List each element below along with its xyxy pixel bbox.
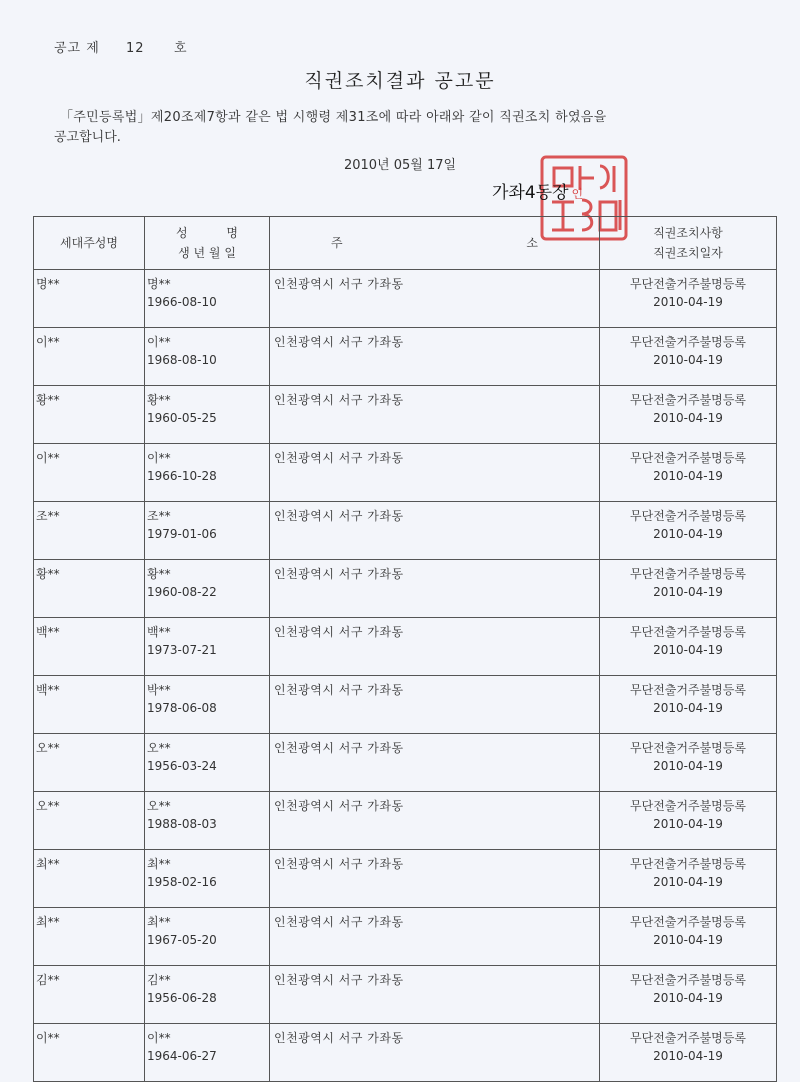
person-name: 조** (147, 509, 171, 523)
address-text: 인천광역시 서구 가좌동 (274, 277, 404, 291)
birth-date: 1960-08-22 (147, 585, 217, 599)
cell-action (600, 386, 777, 444)
cell-address (270, 1024, 600, 1082)
cell-name-birth (145, 966, 270, 1024)
birth-date: 1978-06-08 (147, 701, 217, 715)
action-date: 2010-04-19 (653, 585, 723, 599)
action-date: 2010-04-19 (653, 875, 723, 889)
birth-date: 1979-01-06 (147, 527, 217, 541)
person-name: 최** (147, 857, 171, 871)
cell-name-birth (145, 850, 270, 908)
cell-address (270, 966, 600, 1024)
cell-householder (34, 560, 145, 618)
action-type: 무단전출거주불명등록 (630, 857, 746, 871)
table-row (34, 502, 777, 560)
table-row (34, 676, 777, 734)
cell-name-birth (145, 270, 270, 328)
table-row (34, 444, 777, 502)
table-row (34, 966, 777, 1024)
notice-prefix: 공고 제 (54, 41, 100, 56)
cell-action (600, 676, 777, 734)
cell-householder (34, 734, 145, 792)
cell-householder (34, 502, 145, 560)
office-title: 가좌4동장 (492, 183, 569, 203)
cell-address (270, 328, 600, 386)
cell-action (600, 908, 777, 966)
birth-date: 1973-07-21 (147, 643, 217, 657)
cell-name-birth (145, 734, 270, 792)
cell-name-birth (145, 908, 270, 966)
office-name (492, 178, 583, 203)
address-text: 인천광역시 서구 가좌동 (274, 393, 404, 407)
action-type: 무단전출거주불명등록 (630, 335, 746, 349)
person-name: 황** (147, 393, 171, 407)
action-type: 무단전출거주불명등록 (630, 683, 746, 697)
cell-householder (34, 270, 145, 328)
header-householder: 세대주성명 (34, 217, 145, 270)
header-name-birth (145, 217, 270, 270)
cell-householder (34, 850, 145, 908)
cell-name-birth (145, 502, 270, 560)
action-type: 무단전출거주불명등록 (630, 973, 746, 987)
address-text: 인천광역시 서구 가좌동 (274, 799, 404, 813)
birth-date: 1960-05-25 (147, 411, 217, 425)
cell-action (600, 850, 777, 908)
address-text: 인천광역시 서구 가좌동 (274, 625, 404, 639)
person-name: 박** (147, 683, 171, 697)
cell-name-birth (145, 560, 270, 618)
person-name: 명** (147, 277, 171, 291)
header-birth: 생 년 월 일 (178, 246, 236, 260)
person-name: 황** (147, 567, 171, 581)
cell-action (600, 734, 777, 792)
header-action (600, 217, 777, 270)
cell-householder (34, 328, 145, 386)
birth-date: 1956-03-24 (147, 759, 217, 773)
cell-name-birth (145, 792, 270, 850)
cell-action (600, 502, 777, 560)
header-address (270, 217, 600, 270)
address-text: 인천광역시 서구 가좌동 (274, 683, 404, 697)
table-row (34, 618, 777, 676)
table-row (34, 560, 777, 618)
householder-name: 명** (36, 277, 60, 291)
address-text: 인천광역시 서구 가좌동 (274, 915, 404, 929)
cell-name-birth (145, 618, 270, 676)
householder-name: 최** (36, 857, 60, 871)
action-type: 무단전출거주불명등록 (630, 799, 746, 813)
birth-date: 1966-08-10 (147, 295, 217, 309)
document-title: 직권조치결과 공고문 (304, 70, 496, 92)
cell-action (600, 560, 777, 618)
birth-date: 1967-05-20 (147, 933, 217, 947)
table-row (34, 1024, 777, 1082)
header-address-b: 소 (526, 236, 538, 250)
cell-name-birth (145, 1024, 270, 1082)
cell-name-birth (145, 386, 270, 444)
cell-householder (34, 386, 145, 444)
address-text: 인천광역시 서구 가좌동 (274, 451, 404, 465)
action-date: 2010-04-19 (653, 527, 723, 541)
table-row (34, 734, 777, 792)
action-date: 2010-04-19 (653, 411, 723, 425)
householder-name: 이** (36, 1031, 60, 1045)
cell-name-birth (145, 444, 270, 502)
notice-date: 2010년 05월 17일 (343, 158, 457, 173)
notice-num: 12 (126, 41, 145, 56)
cell-address (270, 676, 600, 734)
householder-name: 황** (36, 393, 60, 407)
birth-date: 1964-06-27 (147, 1049, 217, 1063)
cell-action (600, 444, 777, 502)
cell-householder (34, 444, 145, 502)
cell-action (600, 1024, 777, 1082)
action-date: 2010-04-19 (653, 759, 723, 773)
householder-name: 황** (36, 567, 60, 581)
householder-name: 최** (36, 915, 60, 929)
action-date: 2010-04-19 (653, 817, 723, 831)
action-results-table (33, 216, 777, 1082)
action-type: 무단전출거주불명등록 (630, 567, 746, 581)
body-line-1: 「주민등록법」제20조제7항과 같은 법 시행령 제31조에 따라 아래와 같이 직권조치 하였음을 (60, 110, 607, 125)
cell-address (270, 502, 600, 560)
table-row (34, 850, 777, 908)
householder-name: 오** (36, 799, 60, 813)
address-text: 인천광역시 서구 가좌동 (274, 857, 404, 871)
address-text: 인천광역시 서구 가좌동 (274, 567, 404, 581)
birth-date: 1966-10-28 (147, 469, 217, 483)
table-row (34, 908, 777, 966)
cell-address (270, 850, 600, 908)
person-name: 이** (147, 451, 171, 465)
action-date: 2010-04-19 (653, 469, 723, 483)
address-text: 인천광역시 서구 가좌동 (274, 509, 404, 523)
cell-address (270, 270, 600, 328)
action-date: 2010-04-19 (653, 933, 723, 947)
cell-action (600, 792, 777, 850)
cell-householder (34, 1024, 145, 1082)
person-name: 오** (147, 741, 171, 755)
action-type: 무단전출거주불명등록 (630, 451, 746, 465)
birth-date: 1968-08-10 (147, 353, 217, 367)
cell-address (270, 908, 600, 966)
householder-name: 조** (36, 509, 60, 523)
birth-date: 1956-06-28 (147, 991, 217, 1005)
action-date: 2010-04-19 (653, 991, 723, 1005)
body-line-2: 공고합니다. (54, 130, 121, 145)
action-date: 2010-04-19 (653, 643, 723, 657)
address-text: 인천광역시 서구 가좌동 (274, 973, 404, 987)
cell-address (270, 792, 600, 850)
action-date: 2010-04-19 (653, 1049, 723, 1063)
table-row (34, 386, 777, 444)
householder-name: 이** (36, 335, 60, 349)
header-name-a: 성 (176, 226, 188, 240)
birth-date: 1958-02-16 (147, 875, 217, 889)
notice-body (54, 108, 734, 148)
cell-address (270, 618, 600, 676)
action-date: 2010-04-19 (653, 295, 723, 309)
header-name-b: 명 (226, 226, 238, 240)
table-row (34, 328, 777, 386)
householder-name: 백** (36, 625, 60, 639)
householder-name: 백** (36, 683, 60, 697)
cell-householder (34, 792, 145, 850)
notice-number (54, 37, 188, 56)
header-action-type: 직권조치사항 (653, 226, 723, 240)
action-type: 무단전출거주불명등록 (630, 277, 746, 291)
householder-name: 김** (36, 973, 60, 987)
cell-name-birth (145, 328, 270, 386)
seal-mark: 인 (571, 187, 584, 201)
action-type: 무단전출거주불명등록 (630, 509, 746, 523)
header-action-date: 직권조치일자 (653, 246, 723, 260)
action-type: 무단전출거주불명등록 (630, 625, 746, 639)
table-row (34, 792, 777, 850)
action-type: 무단전출거주불명등록 (630, 915, 746, 929)
cell-householder (34, 618, 145, 676)
notice-suffix: 호 (174, 41, 188, 56)
cell-householder (34, 676, 145, 734)
person-name: 오** (147, 799, 171, 813)
cell-action (600, 966, 777, 1024)
action-type: 무단전출거주불명등록 (630, 741, 746, 755)
table-row (34, 270, 777, 328)
header-name (146, 223, 268, 243)
action-date: 2010-04-19 (653, 353, 723, 367)
header-address-a: 주 (331, 236, 343, 250)
action-type: 무단전출거주불명등록 (630, 1031, 746, 1045)
cell-action (600, 618, 777, 676)
cell-householder (34, 966, 145, 1024)
cell-address (270, 444, 600, 502)
cell-householder (34, 908, 145, 966)
action-date: 2010-04-19 (653, 701, 723, 715)
householder-name: 이** (36, 451, 60, 465)
address-text: 인천광역시 서구 가좌동 (274, 335, 404, 349)
person-name: 이** (147, 1031, 171, 1045)
cell-name-birth (145, 676, 270, 734)
person-name: 김** (147, 973, 171, 987)
address-text: 인천광역시 서구 가좌동 (274, 741, 404, 755)
person-name: 이** (147, 335, 171, 349)
cell-address (270, 560, 600, 618)
action-type: 무단전출거주불명등록 (630, 393, 746, 407)
cell-address (270, 386, 600, 444)
cell-action (600, 270, 777, 328)
table-header-row (34, 217, 777, 270)
cell-address (270, 734, 600, 792)
cell-action (600, 328, 777, 386)
householder-name: 오** (36, 741, 60, 755)
person-name: 최** (147, 915, 171, 929)
address-text: 인천광역시 서구 가좌동 (274, 1031, 404, 1045)
person-name: 백** (147, 625, 171, 639)
birth-date: 1988-08-03 (147, 817, 217, 831)
